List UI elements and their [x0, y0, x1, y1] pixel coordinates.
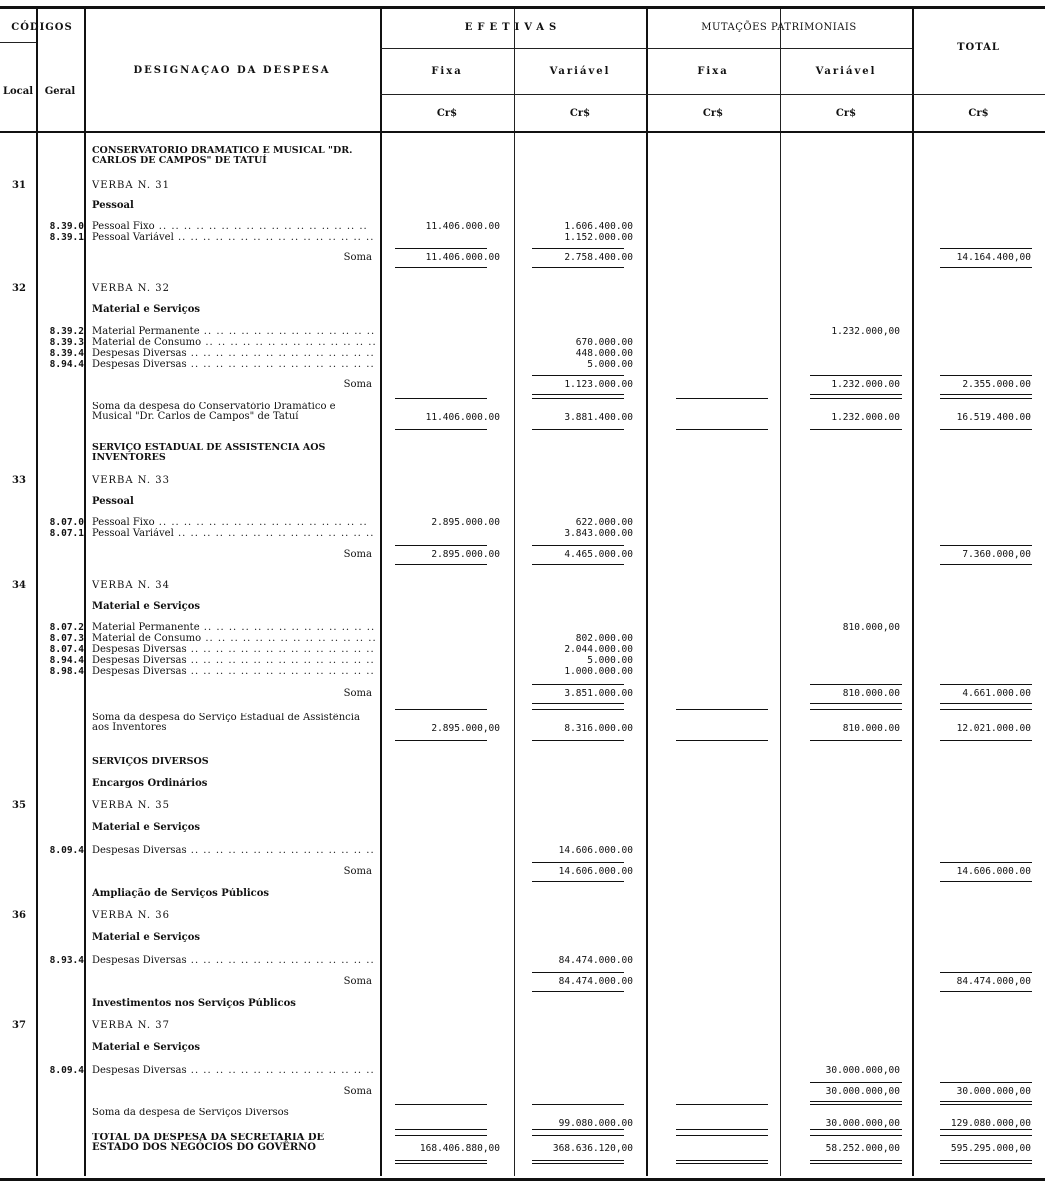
currency-total: Cr$ — [968, 108, 989, 119]
ef-fixa-value: 168.406.880,00 — [419, 1143, 500, 1154]
geral-code: 8.94.4 — [49, 655, 84, 666]
value-rule — [810, 1104, 902, 1105]
value-rule — [940, 709, 1032, 710]
ledger-row — [0, 998, 1045, 1012]
value-rule — [810, 394, 902, 395]
value-rule — [810, 1101, 902, 1102]
soma-label: Soma — [343, 549, 372, 560]
item-description: Despesas Diversas .. .. — [92, 955, 377, 966]
ledger-row — [0, 146, 1045, 172]
ef-fixa-value: 2.895.000.00 — [431, 517, 500, 528]
mut-var-value: 1.232.000.00 — [831, 379, 900, 390]
mut-var-value: 58.252.000,00 — [825, 1143, 900, 1154]
geral-code: 8.39.4 — [49, 348, 84, 359]
ef-var-value: 5.000.00 — [587, 655, 633, 666]
value-rule — [810, 429, 902, 430]
ef-var-value: 3.843.000.00 — [564, 528, 633, 539]
value-rule — [940, 545, 1032, 546]
total-value: 16.519.400.00 — [956, 412, 1031, 423]
ef-fixa-value: 11.406.000.00 — [425, 221, 500, 232]
mut-var-value: 30.000.000,00 — [825, 1118, 900, 1129]
value-rule — [940, 375, 1032, 376]
local-code: 31 — [12, 180, 26, 191]
item-description: Material Permanente .. .. — [92, 326, 377, 337]
subsection-label: Material e Serviços — [92, 822, 201, 833]
ledger-row — [0, 932, 1045, 946]
total-value: 7.360.000,00 — [962, 549, 1031, 560]
total-header: TOTAL — [957, 42, 1000, 53]
value-rule — [532, 1160, 624, 1164]
value-rule — [395, 564, 487, 565]
value-rule — [395, 1160, 487, 1164]
mut-var-value: 30.000.000,00 — [825, 1065, 900, 1076]
ledger-row — [0, 713, 1045, 739]
section-title: SERVIÇOS DIVERSOS — [92, 756, 209, 767]
value-rule — [940, 398, 1032, 399]
ef-variavel-header: Variável — [549, 66, 611, 77]
value-rule — [532, 375, 624, 376]
item-description: Despesas Diversas .. .. — [92, 655, 377, 666]
total-value: 84.474.000,00 — [956, 976, 1031, 987]
geral-code: 8.07.2 — [49, 622, 84, 633]
ledger-row — [0, 822, 1045, 836]
hdr-line-groups — [380, 48, 912, 49]
value-rule — [940, 881, 1032, 882]
ef-var-value: 3.881.400.00 — [564, 412, 633, 423]
geral-code: 8.07.0 — [49, 517, 84, 528]
item-description: Despesas Diversas .. .. — [92, 1065, 377, 1076]
local-code: 36 — [12, 910, 26, 921]
currency-mut-fixa: Cr$ — [702, 108, 724, 119]
ledger-row — [0, 688, 1045, 702]
soma-label: Soma — [343, 379, 372, 390]
ledger-row — [0, 778, 1045, 792]
item-description: Despesas Diversas .. .. — [92, 666, 377, 677]
item-description: Pessoal Variável .. .. — [92, 528, 377, 539]
item-description: Despesas Diversas .. .. — [92, 845, 377, 856]
value-rule — [532, 1129, 624, 1130]
value-rule — [395, 1129, 487, 1130]
soma-label: Soma — [343, 252, 372, 263]
ledger-row — [0, 359, 1045, 373]
subsection-label: Ampliação de Serviços Públicos — [92, 888, 270, 899]
ledger-row — [0, 475, 1045, 489]
value-rule — [940, 248, 1032, 249]
value-rule — [940, 1101, 1032, 1102]
currency-ef-variavel: Cr$ — [569, 108, 591, 119]
ef-var-value: 448.000.00 — [575, 348, 633, 359]
verba-label: VERBA N. 34 — [92, 580, 170, 591]
item-description: Despesas Diversas .. .. — [92, 348, 377, 359]
section-title: CONSERVATÓRIO DRAMÁTICO E MUSICAL "DR. CARLOS DE CAMPOS" DE TATUÍ — [92, 146, 353, 166]
ef-var-value: 5.000.00 — [587, 359, 633, 370]
item-description: Soma da despesa de Serviços Diversos — [92, 1108, 289, 1118]
ledger-row — [0, 1065, 1045, 1079]
total-value: 12.021.000.00 — [956, 723, 1031, 734]
geral-code: 8.94.4 — [49, 359, 84, 370]
value-rule — [940, 740, 1032, 741]
ef-var-value: 99.080.000.00 — [558, 1118, 633, 1129]
mut-variavel-header: Variável — [815, 66, 877, 77]
value-rule — [940, 703, 1032, 704]
ledger-row — [0, 200, 1045, 214]
value-rule — [810, 398, 902, 399]
total-value: 4.661.000.00 — [962, 688, 1031, 699]
subsection-label: Pessoal — [92, 200, 134, 211]
value-rule — [940, 267, 1032, 268]
value-rule — [676, 398, 768, 399]
hdr-line-codigos — [0, 42, 36, 43]
total-value: 14.164.400,00 — [956, 252, 1031, 263]
local-code: 35 — [12, 800, 26, 811]
section-title: SERVIÇO ESTADUAL DE ASSISTÊNCIA AOS INVENTORES — [92, 443, 326, 463]
value-rule — [395, 248, 487, 249]
top-rule — [0, 6, 1045, 9]
value-rule — [676, 1129, 768, 1130]
ef-fixa-header: Fixa — [431, 66, 463, 77]
ef-fixa-value: 2.895.000.00 — [431, 549, 500, 560]
geral-code: 8.09.4 — [49, 1065, 84, 1076]
value-rule — [395, 429, 487, 430]
ef-fixa-value: 2.895.000,00 — [431, 723, 500, 734]
ledger-row — [0, 549, 1045, 563]
value-rule — [395, 545, 487, 546]
currency-ef-fixa: Cr$ — [436, 108, 458, 119]
subsection-label: Material e Serviços — [92, 932, 201, 943]
geral-code: 8.07.3 — [49, 633, 84, 644]
designacao-header: DESIGNAÇAO DA DESPESA — [133, 65, 331, 76]
ef-fixa-value: 11.406.000.00 — [425, 252, 500, 263]
mut-var-value: 30.000.000,00 — [825, 1086, 900, 1097]
value-rule — [810, 684, 902, 685]
hdr-line-bottom — [0, 131, 1045, 133]
subsection-label: Material e Serviços — [92, 1042, 201, 1053]
ef-var-value: 670.000.00 — [575, 337, 633, 348]
codigos-header: CÓDIGOS — [11, 22, 73, 33]
value-rule — [940, 991, 1032, 992]
ledger-row — [0, 443, 1045, 469]
geral-code: 8.39.1 — [49, 232, 84, 243]
value-rule — [810, 1082, 902, 1083]
value-rule — [940, 1104, 1032, 1105]
ledger-row — [0, 1020, 1045, 1034]
value-rule — [940, 429, 1032, 430]
geral-code: 8.98.4 — [49, 666, 84, 677]
soma-label: Soma — [343, 688, 372, 699]
ef-var-value: 84.474.000.00 — [558, 976, 633, 987]
ef-var-value: 2.758.400.00 — [564, 252, 633, 263]
subsection-label: Material e Serviços — [92, 304, 201, 315]
ef-var-value: 1.606.400.00 — [564, 221, 633, 232]
total-value: 129.080.000,00 — [950, 1118, 1031, 1129]
value-rule — [940, 564, 1032, 565]
item-description: Pessoal Fixo .. .. — [92, 517, 377, 528]
verba-label: VERBA N. 32 — [92, 283, 170, 294]
value-rule — [940, 684, 1032, 685]
value-rule — [940, 394, 1032, 395]
value-rule — [532, 564, 624, 565]
ef-var-value: 622.000.00 — [575, 517, 633, 528]
local-code: 33 — [12, 475, 26, 486]
value-rule — [676, 1104, 768, 1105]
verba-label: VERBA N. 31 — [92, 180, 170, 191]
subsection-label: Investimentos nos Serviços Públicos — [92, 998, 296, 1009]
ef-var-value: 1.000.000.00 — [564, 666, 633, 677]
item-description: Material Permanente .. .. — [92, 622, 377, 633]
ledger-row — [0, 1133, 1045, 1159]
ef-fixa-value: 11.406.000.00 — [425, 412, 500, 423]
mut-var-value: 810.000.00 — [842, 688, 900, 699]
ef-var-value: 1.152.000.00 — [564, 232, 633, 243]
ledger-row — [0, 180, 1045, 194]
item-description: Material de Consumo .. .. — [92, 633, 377, 644]
value-rule — [940, 1082, 1032, 1083]
ledger-row — [0, 232, 1045, 246]
value-rule — [532, 709, 624, 710]
value-rule — [532, 545, 624, 546]
ledger-row — [0, 252, 1045, 266]
section-title: TOTAL DA DESPESA DA SECRETARIA DE ESTADO DOS NEGÓCIOS DO GOVÊRNO — [92, 1133, 325, 1153]
verba-label: VERBA N. 36 — [92, 910, 170, 921]
total-value: 595.295.000,00 — [950, 1143, 1031, 1154]
mut-fixa-header: Fixa — [697, 66, 729, 77]
soma-label: Soma — [343, 1086, 372, 1097]
value-rule — [532, 248, 624, 249]
ledger-row — [0, 845, 1045, 859]
geral-code: 8.39.0 — [49, 221, 84, 232]
ledger-row — [0, 304, 1045, 318]
value-rule — [395, 267, 487, 268]
value-rule — [810, 1129, 902, 1130]
value-rule — [940, 862, 1032, 863]
item-description: Pessoal Variável .. .. — [92, 232, 377, 243]
ef-var-value: 84.474.000.00 — [558, 955, 633, 966]
value-rule — [532, 394, 624, 395]
geral-code: 8.07.1 — [49, 528, 84, 539]
value-rule — [532, 703, 624, 704]
value-rule — [395, 740, 487, 741]
ledger-row — [0, 283, 1045, 297]
soma-label: Soma — [343, 976, 372, 987]
value-rule — [940, 972, 1032, 973]
value-rule — [676, 740, 768, 741]
ledger-row — [0, 800, 1045, 814]
verba-label: VERBA N. 37 — [92, 1020, 170, 1031]
item-description: Soma da despesa do Conservatório Dramático e Musical "Dr. Carlos de Campos" de Tatuí — [92, 402, 336, 422]
hdr-line-currency — [380, 94, 1045, 95]
mut-var-value: 810.000.00 — [842, 723, 900, 734]
value-rule — [532, 398, 624, 399]
value-rule — [532, 267, 624, 268]
bottom-rule — [0, 1178, 1045, 1181]
mut-var-value: 810.000,00 — [842, 622, 900, 633]
value-rule — [532, 684, 624, 685]
local-header: Local — [2, 86, 34, 97]
geral-code: 8.39.3 — [49, 337, 84, 348]
ledger-row — [0, 756, 1045, 770]
value-rule — [940, 1129, 1032, 1130]
value-rule — [532, 740, 624, 741]
local-code: 32 — [12, 283, 26, 294]
ledger-row — [0, 580, 1045, 594]
ef-var-value: 14.606.000.00 — [558, 845, 633, 856]
value-rule — [940, 1160, 1032, 1164]
verba-label: VERBA N. 33 — [92, 475, 170, 486]
geral-code: 8.39.2 — [49, 326, 84, 337]
value-rule — [676, 1160, 768, 1164]
ledger-row — [0, 1108, 1045, 1134]
ledger-row — [0, 1086, 1045, 1100]
item-description: Material de Consumo .. .. — [92, 337, 377, 348]
local-code: 34 — [12, 580, 26, 591]
value-rule — [810, 709, 902, 710]
ledger-row — [0, 910, 1045, 924]
subsection-label: Encargos Ordinários — [92, 778, 208, 789]
ef-var-value: 368.636.120,00 — [552, 1143, 633, 1154]
value-rule — [532, 429, 624, 430]
ef-var-value: 4.465.000.00 — [564, 549, 633, 560]
ef-var-value: 1.123.000.00 — [564, 379, 633, 390]
value-rule — [395, 709, 487, 710]
geral-header: Geral — [44, 86, 76, 97]
geral-code: 8.07.4 — [49, 644, 84, 655]
value-rule — [532, 991, 624, 992]
currency-mut-variavel: Cr$ — [835, 108, 857, 119]
ledger-row — [0, 379, 1045, 393]
ledger-row — [0, 888, 1045, 902]
value-rule — [395, 398, 487, 399]
total-value: 30.000.000,00 — [956, 1086, 1031, 1097]
ledger-row — [0, 666, 1045, 680]
ledger-row — [0, 528, 1045, 542]
ef-var-value: 3.851.000.00 — [564, 688, 633, 699]
value-rule — [532, 881, 624, 882]
subsection-label: Material e Serviços — [92, 601, 201, 612]
mutacoes-header: MUTAÇÕES PATRIMONIAIS — [701, 22, 857, 33]
value-rule — [676, 429, 768, 430]
value-rule — [395, 1104, 487, 1105]
geral-code: 8.09.4 — [49, 845, 84, 856]
ef-var-value: 14.606.000.00 — [558, 866, 633, 877]
total-value: 2.355.000.00 — [962, 379, 1031, 390]
efetivas-header: EFETIVAS — [464, 22, 562, 33]
soma-label: Soma — [343, 866, 372, 877]
ledger-row — [0, 955, 1045, 969]
value-rule — [810, 1160, 902, 1164]
ef-var-value: 8.316.000.00 — [564, 723, 633, 734]
item-description: Despesas Diversas .. .. — [92, 644, 377, 655]
ledger-row — [0, 601, 1045, 615]
ledger-row — [0, 496, 1045, 510]
ef-var-value: 2.044.000.00 — [564, 644, 633, 655]
value-rule — [810, 375, 902, 376]
value-rule — [532, 972, 624, 973]
value-rule — [532, 1104, 624, 1105]
mut-var-value: 1.232.000.00 — [831, 412, 900, 423]
item-description: Despesas Diversas .. .. — [92, 359, 377, 370]
value-rule — [810, 703, 902, 704]
ledger-row — [0, 866, 1045, 880]
total-value: 14.606.000.00 — [956, 866, 1031, 877]
geral-code: 8.93.4 — [49, 955, 84, 966]
ledger-row — [0, 402, 1045, 428]
item-description: Soma da despesa do Serviço Estadual de Assistência aos Inventores — [92, 713, 360, 733]
subsection-label: Pessoal — [92, 496, 134, 507]
local-code: 37 — [12, 1020, 26, 1031]
value-rule — [676, 709, 768, 710]
ledger-row — [0, 976, 1045, 990]
value-rule — [810, 740, 902, 741]
value-rule — [532, 862, 624, 863]
mut-var-value: 1.232.000,00 — [831, 326, 900, 337]
verba-label: VERBA N. 35 — [92, 800, 170, 811]
ledger-row — [0, 1042, 1045, 1056]
item-description: Pessoal Fixo .. .. — [92, 221, 377, 232]
ef-var-value: 802.000.00 — [575, 633, 633, 644]
